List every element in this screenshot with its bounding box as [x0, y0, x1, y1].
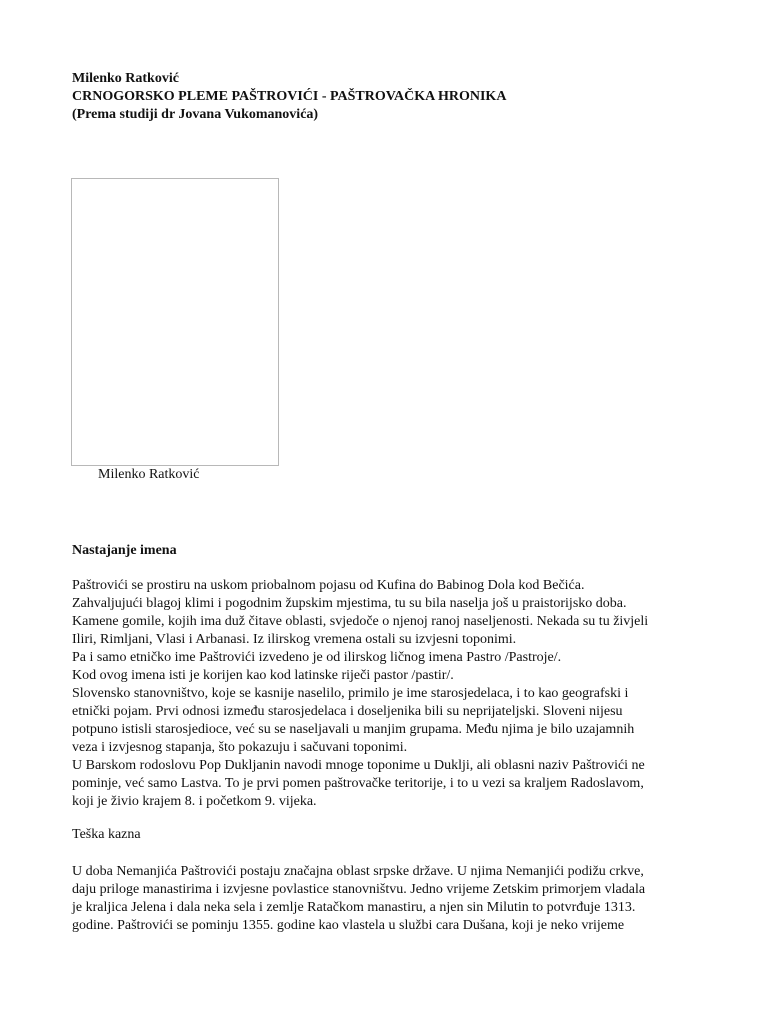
text-line: potpuno istisli starosjedioce, već su se naseljavali u manjim grupama. Među njima je bilo uzajamnih: [72, 722, 635, 737]
text-line: godine. Paštrovići se pominju 1355. godine kao vlastela u službi cara Dušana, koji je neko vrijeme: [72, 918, 625, 933]
photo-caption: Milenko Ratković: [98, 467, 200, 482]
section-title: Nastajanje imena: [72, 543, 177, 558]
paragraph: [72, 863, 712, 935]
text-line: Slovensko stanovništvo, koje se kasnije naselilo, primilo je ime starosjedelaca, i to kao geografski i: [72, 686, 629, 701]
author-name: Milenko Ratković: [72, 71, 179, 86]
text-line: Pa i samo etničko ime Paštrovići izvedeno je od ilirskog ličnog imena Pastro /Pastroje/.: [72, 650, 562, 665]
text-line: U Barskom rodoslovu Pop Dukljanin navodi mnoge toponime u Duklji, ali oblasni naziv Paštrovići ne: [72, 758, 645, 773]
section-nastajanje-imena: [72, 542, 712, 560]
text-line: Paštrovići se prostiru na uskom priobalnom pojasu od Kufina do Babinog Dola kod Bečića.: [72, 578, 585, 593]
section-body: [72, 863, 712, 935]
text-line: veza i izvjesnog stapanja, što pokazuju i sačuvani toponimi.: [72, 740, 408, 755]
text-line: Zahvaljujući blagoj klimi i pogodnim župskim mjestima, tu su bila naselja još u praistorijsko doba.: [72, 596, 627, 611]
text-line: etnički pojam. Prvi odnosi između starosjedelaca i doseljenika bili su neprijateljski. Sloveni nijesu: [72, 704, 623, 719]
document-header: [72, 70, 702, 124]
text-line: je kraljica Jelena i dala neka sela i zemlje Ratačkom manastiru, a njen sin Milutin to potvrđuje 1313.: [72, 900, 636, 915]
document-title: CRNOGORSKO PLEME PAŠTROVIĆI - PAŠTROVAČKA HRONIKA: [72, 89, 507, 104]
document-subtitle: (Prema studiji dr Jovana Vukomanovića): [72, 107, 319, 122]
section-body: [72, 577, 712, 811]
section-teska-kazna: [72, 826, 712, 844]
paragraph: [72, 577, 712, 811]
text-line: Kamene gomile, kojih ima duž čitave oblasti, svjedoče o njenoj ranoj naseljenosti. Nekada su tu živjeli: [72, 614, 649, 629]
text-line: Iliri, Rimljani, Vlasi i Arbanasi. Iz ilirskog vremena ostali su izvjesni toponimi.: [72, 632, 517, 647]
section-title: Teška kazna: [72, 827, 141, 842]
text-line: koji je živio krajem 8. i početkom 9. vijeka.: [72, 794, 317, 809]
text-line: Kod ovog imena isti je korijen kao kod latinske riječi pastor /pastir/.: [72, 668, 454, 683]
text-line: pominje, već samo Lastva. To je prvi pomen paštrovačke teritorije, i to u vezi sa kraljem Radoslavom,: [72, 776, 644, 791]
text-line: daju priloge manastirima i izvjesne povlastice stanovništvu. Jedno vrijeme Zetskim primorjem vladala: [72, 882, 646, 897]
author-photo-placeholder: [71, 178, 279, 466]
text-line: U doba Nemanjića Paštrovići postaju značajna oblast srpske države. U njima Nemanjići podižu crkve,: [72, 864, 644, 879]
